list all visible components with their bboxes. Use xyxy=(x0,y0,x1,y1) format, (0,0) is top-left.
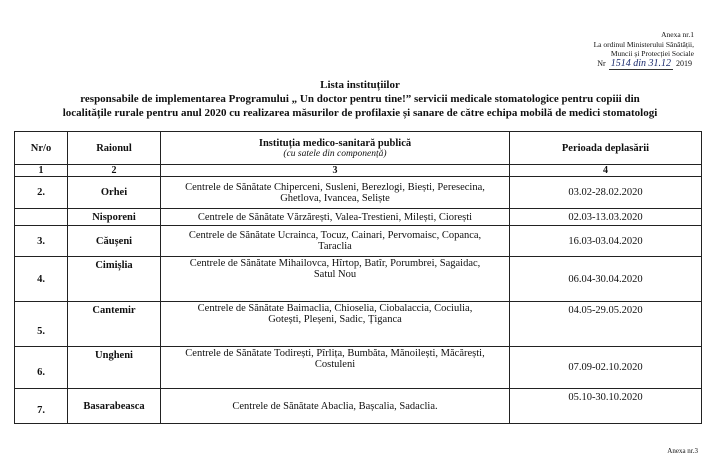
annex-ministry: La ordinul Ministerului Sănătății, xyxy=(593,39,694,49)
row-raion: Cantemir xyxy=(68,302,161,347)
institutions-table xyxy=(14,131,702,424)
row-nr: 6. xyxy=(15,347,68,389)
column-number-row xyxy=(15,165,702,177)
row-institutions: Centrele de Sănătate Ucrainca, Tocuz, Cainari, Pervomaisc, Copanca, Taraclia xyxy=(161,226,510,257)
title-line-3: localitățile rurale pentru anul 2020 cu realizarea măsurilor de profilaxie și sanare de către echipa mobilă de medici stomatologi xyxy=(62,107,658,119)
header-raion: Raionul xyxy=(68,132,161,165)
header-institutie-sub: (cu satele din componență) xyxy=(283,148,387,159)
table-row xyxy=(15,226,702,257)
row-period: 02.03-13.03.2020 xyxy=(510,209,702,226)
row-raion: Ungheni xyxy=(68,347,161,389)
row-period: 03.02-28.02.2020 xyxy=(510,177,702,209)
title-line-1: Lista instituțiilor xyxy=(320,79,400,91)
row-raion: Basarabeasca xyxy=(68,389,161,424)
column-number: 4 xyxy=(510,165,702,177)
column-number: 1 xyxy=(15,165,68,177)
row-institutions: Centrele de Sănătate Chiperceni, Susleni, Berezlogi, Biești, Peresecina, Ghetlova, Ivancea, Seliște xyxy=(161,177,510,209)
row-nr: 7. xyxy=(15,389,68,424)
table-row xyxy=(15,257,702,302)
order-number xyxy=(597,58,692,70)
row-nr: 3. xyxy=(15,226,68,257)
row-institutions: Centrele de Sănătate Baimaclia, Chioselia, Ciobalaccia, Cociulia, Gotești, Pleșeni, Sadic, Țiganca xyxy=(161,302,510,347)
row-period: 06.04-30.04.2020 xyxy=(510,257,702,302)
row-nr: 4. xyxy=(15,257,68,302)
row-institutions: Centrele de Sănătate Abaclia, Bașcalia, Sadaclia. xyxy=(161,389,510,424)
header-perioada: Perioada deplasării xyxy=(510,132,702,165)
row-period: 07.09-02.10.2020 xyxy=(510,347,702,389)
column-number: 3 xyxy=(161,165,510,177)
table-row xyxy=(15,302,702,347)
row-raion: Cimișlia xyxy=(68,257,161,302)
row-institutions: Centrele de Sănătate Vărzărești, Valea-Trestieni, Milești, Ciorești xyxy=(161,209,510,226)
header-institutie-label: Instituția medico-sanitară publică xyxy=(258,137,412,149)
header-institutie xyxy=(161,132,510,165)
annex-ministry-cont: Muncii și Protecției Sociale xyxy=(610,49,694,58)
order-year: 2019 xyxy=(676,59,692,68)
footer-annex: Anexa nr.3 xyxy=(667,447,698,455)
document-title xyxy=(0,78,720,120)
table-header-row xyxy=(15,132,702,165)
row-nr: 5. xyxy=(15,302,68,347)
row-nr: 2. xyxy=(15,177,68,209)
order-handwritten: 1514 din 31.12 xyxy=(610,58,671,69)
row-raion: Căușeni xyxy=(68,226,161,257)
table-row xyxy=(15,209,702,226)
row-institutions: Centrele de Sănătate Todirești, Pîrlița, Bumbăta, Mănoilești, Măcărești, Costuleni xyxy=(161,347,510,389)
row-period: 16.03-03.04.2020 xyxy=(510,226,702,257)
row-nr xyxy=(15,209,68,226)
order-prefix: Nr xyxy=(597,59,606,68)
table-row xyxy=(15,347,702,389)
table-row xyxy=(15,177,702,209)
row-raion: Orhei xyxy=(68,177,161,209)
column-number: 2 xyxy=(68,165,161,177)
row-period: 04.05-29.05.2020 xyxy=(510,302,702,347)
table-row xyxy=(15,389,702,424)
annex-header xyxy=(594,30,694,59)
row-institutions: Centrele de Sănătate Mihailovca, Hîrtop, Batîr, Porumbrei, Sagaidac, Satul Nou xyxy=(161,257,510,302)
row-period: 05.10-30.10.2020 xyxy=(510,389,702,424)
title-line-2: responsabile de implementarea Programului „ Un doctor pentru tine!” servicii medicale stomatologice pentru copiii din xyxy=(80,93,640,105)
annex-number: Anexa nr.1 xyxy=(661,30,694,39)
row-raion: Nisporeni xyxy=(68,209,161,226)
header-nr: Nr/o xyxy=(15,132,68,165)
